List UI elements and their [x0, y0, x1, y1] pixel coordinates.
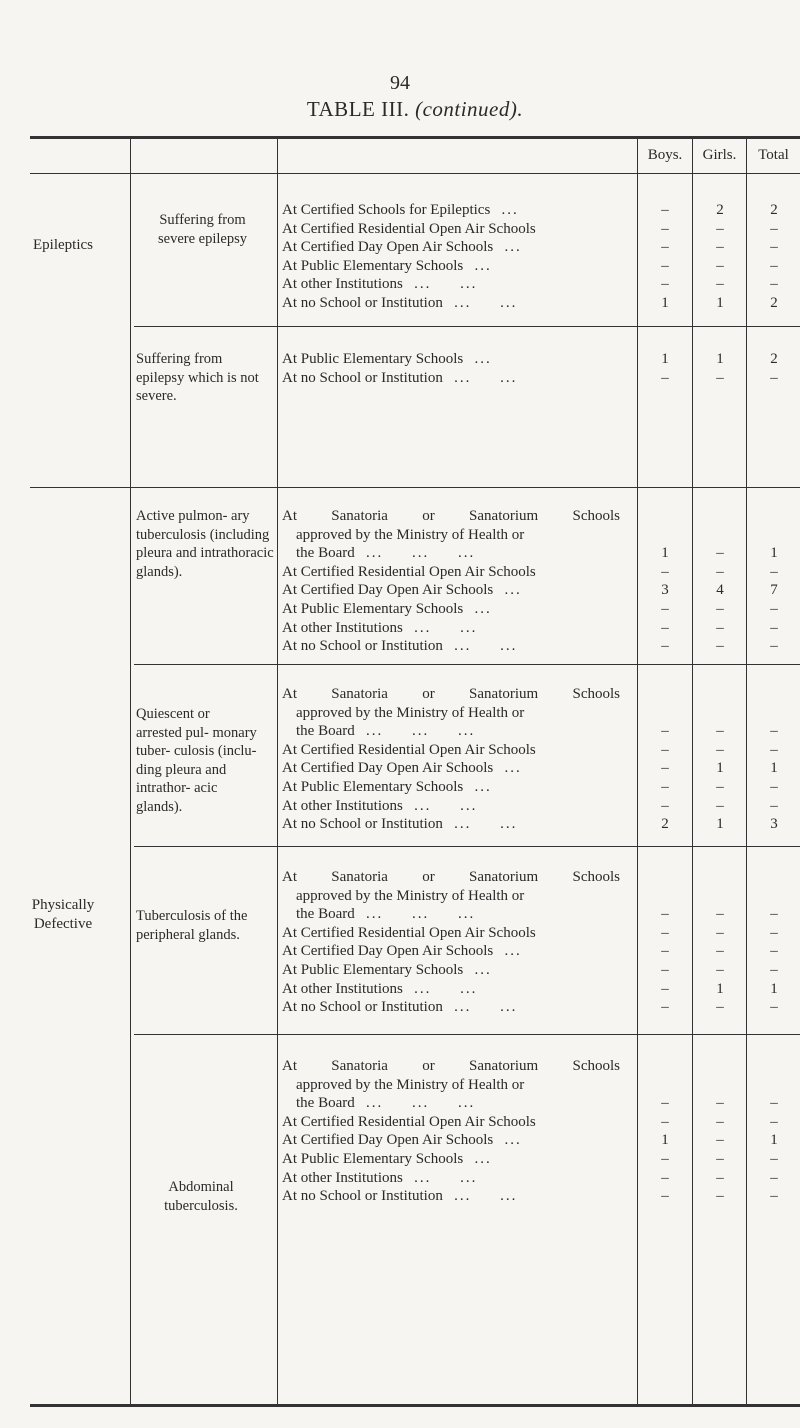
- table-row: [282, 637, 778, 656]
- cell-total: –: [770, 1169, 778, 1186]
- row-label: [282, 637, 620, 656]
- cell-boys: –: [661, 276, 669, 293]
- table-row: [282, 350, 778, 369]
- cell-girls: –: [716, 1169, 724, 1186]
- table-title-main: TABLE III.: [306, 97, 410, 121]
- row-label: [282, 1076, 620, 1095]
- table-row: [282, 741, 778, 760]
- vrule-sub: [130, 137, 131, 1405]
- cell-girls: –: [716, 257, 724, 274]
- cell-girls: –: [716, 723, 724, 740]
- cell-girls: –: [716, 369, 724, 386]
- cell-boys: –: [661, 1169, 669, 1186]
- cell-boys: –: [661, 619, 669, 636]
- row-leader-dots: ... ...: [454, 294, 518, 311]
- table-row: [282, 1076, 642, 1095]
- row-leader-dots: ...: [504, 760, 522, 777]
- cell-girls: –: [716, 797, 724, 814]
- cell-boys: –: [661, 563, 669, 580]
- table-row: [282, 294, 778, 313]
- cell-boys: –: [661, 741, 669, 758]
- vrule-desc: [277, 137, 278, 1405]
- cell-boys: 3: [661, 582, 669, 599]
- row-label: [282, 201, 620, 220]
- cell-girls: –: [716, 1188, 724, 1205]
- group-2-rows: [282, 507, 778, 656]
- row-leader-dots: ... ... ...: [365, 1095, 476, 1112]
- cell-girls: –: [716, 924, 724, 941]
- page-number: 94: [390, 72, 410, 94]
- row-leader-dots: ... ...: [414, 980, 478, 997]
- row-label: [282, 600, 620, 619]
- table-row: [282, 868, 642, 887]
- cell-total: 3: [770, 816, 778, 833]
- cell-girls: 1: [716, 351, 724, 367]
- row-leader-dots: ... ...: [414, 1169, 478, 1186]
- cell-total: –: [770, 723, 778, 740]
- table-row: [282, 961, 778, 980]
- group3-rule: [134, 664, 800, 665]
- table-row: [282, 201, 778, 220]
- group-0-rows: [282, 201, 778, 313]
- cell-boys: 1: [661, 294, 669, 311]
- group4-rule: [134, 846, 800, 847]
- row-label-text: At Certified Day Open Air Schools: [282, 582, 494, 599]
- bottom-rule: [30, 1404, 800, 1407]
- row-label: [282, 563, 620, 582]
- sub-epilepsy-not-severe: Suffering from epilepsy which is not severe.: [136, 351, 259, 405]
- row-label-text: approved by the Ministry of Health or: [296, 887, 525, 904]
- row-leader-dots: ... ...: [454, 1188, 518, 1205]
- table-row: [282, 257, 778, 276]
- cell-boys: –: [661, 760, 669, 777]
- row-label: [282, 778, 620, 797]
- sub-abdominal-tuberculosis: Abdominal tuberculosis.: [164, 1179, 238, 1214]
- row-label: [282, 759, 620, 778]
- row-label-text: At Sanatoria or Sanatorium Schools: [282, 686, 620, 702]
- cell-girls: –: [716, 1150, 724, 1167]
- header-rule: [30, 173, 800, 174]
- cell-total: –: [770, 906, 778, 923]
- table-row: [282, 924, 778, 943]
- cell-boys: –: [661, 239, 669, 256]
- row-leader-dots: ...: [504, 1132, 522, 1149]
- table-row: [282, 1113, 778, 1132]
- row-label: [282, 526, 620, 545]
- row-label-text: approved by the Ministry of Health or: [296, 704, 525, 721]
- cell-boys: –: [661, 1095, 669, 1112]
- table-row: [282, 905, 778, 924]
- header-total: Total: [758, 147, 789, 163]
- table-row: [282, 1169, 778, 1188]
- cell-boys: 1: [661, 545, 669, 562]
- cell-girls: –: [716, 600, 724, 617]
- row-label: [282, 868, 620, 887]
- row-label-text: At other Institutions: [282, 797, 403, 814]
- table-title-suffix: (continued).: [415, 97, 524, 121]
- cell-boys: –: [661, 1150, 669, 1167]
- row-label-text: At Certified Day Open Air Schools: [282, 1132, 494, 1149]
- cell-total: –: [770, 924, 778, 941]
- cell-boys: –: [661, 202, 669, 218]
- table-row: [282, 722, 778, 741]
- cell-boys: –: [661, 369, 669, 386]
- cell-boys: –: [661, 906, 669, 923]
- table-row: [282, 1187, 778, 1206]
- cell-total: 1: [770, 980, 778, 997]
- cell-girls: 4: [716, 582, 724, 599]
- row-label-text: At no School or Institution: [282, 1188, 443, 1205]
- row-label-text: At Certified Day Open Air Schools: [282, 760, 494, 777]
- row-label-text: At Certified Day Open Air Schools: [282, 239, 494, 256]
- table-row: [282, 1150, 778, 1169]
- row-label: [282, 294, 620, 313]
- epileptics-bottom-rule: [30, 487, 800, 488]
- row-label-text: At Sanatoria or Sanatorium Schools: [282, 1058, 620, 1074]
- cell-total: –: [770, 600, 778, 617]
- group5-rule: [134, 1034, 800, 1035]
- cell-total: –: [770, 1113, 778, 1130]
- row-label-text: At Public Elementary Schools: [282, 1150, 464, 1167]
- sub-peripheral-glands: Tuberculosis of the peripheral glands.: [136, 908, 248, 943]
- table-row: [282, 1094, 778, 1113]
- row-label: [282, 544, 620, 563]
- cell-total: –: [770, 369, 778, 386]
- row-label: [282, 998, 620, 1017]
- cell-boys: –: [661, 924, 669, 941]
- table-row: [282, 685, 642, 704]
- cell-girls: –: [716, 1095, 724, 1112]
- row-leader-dots: ... ...: [454, 369, 518, 386]
- row-label-text: At other Institutions: [282, 980, 403, 997]
- table-row: [282, 220, 778, 239]
- row-label-text: At Certified Residential Open Air Schools: [282, 220, 536, 237]
- cell-total: 1: [770, 1132, 778, 1149]
- cell-girls: –: [716, 943, 724, 960]
- table-row: [282, 600, 778, 619]
- row-leader-dots: ... ...: [454, 638, 518, 655]
- table-row: [282, 998, 778, 1017]
- cell-boys: –: [661, 961, 669, 978]
- cell-total: 2: [770, 351, 778, 367]
- row-label-text: the Board: [296, 1095, 355, 1112]
- cell-girls: 1: [716, 980, 724, 997]
- cell-total: –: [770, 619, 778, 636]
- row-label-text: At Certified Residential Open Air Schools: [282, 924, 536, 941]
- cell-girls: –: [716, 545, 724, 562]
- row-label: [282, 275, 620, 294]
- cell-total: –: [770, 257, 778, 274]
- row-label: [282, 257, 620, 276]
- table-row: [282, 619, 778, 638]
- row-leader-dots: ...: [504, 943, 522, 960]
- table-row: [282, 815, 778, 834]
- cell-total: –: [770, 563, 778, 580]
- group-1-rows: [282, 350, 778, 387]
- cell-girls: –: [716, 563, 724, 580]
- cell-boys: –: [661, 778, 669, 795]
- cell-girls: –: [716, 220, 724, 237]
- cell-girls: –: [716, 239, 724, 256]
- table-row: [282, 369, 778, 388]
- table-row: [282, 942, 778, 961]
- cell-total: 1: [770, 545, 778, 562]
- row-label-text: At Certified Schools for Epileptics: [282, 202, 491, 218]
- table-row: [282, 275, 778, 294]
- row-leader-dots: ...: [474, 600, 492, 617]
- cell-boys: –: [661, 600, 669, 617]
- row-leader-dots: ...: [474, 961, 492, 978]
- cell-boys: –: [661, 257, 669, 274]
- header-girls: Girls.: [702, 147, 737, 163]
- row-label: [282, 1150, 620, 1169]
- top-rule: [30, 136, 800, 139]
- row-label: [282, 350, 620, 369]
- row-leader-dots: ... ...: [414, 619, 478, 636]
- cell-total: 2: [770, 202, 778, 218]
- cell-total: –: [770, 638, 778, 655]
- cell-girls: –: [716, 1132, 724, 1149]
- row-leader-dots: ...: [504, 239, 522, 256]
- group-4-rows: [282, 868, 778, 1017]
- row-label: [282, 887, 620, 906]
- row-label: [282, 961, 620, 980]
- row-label-text: At no School or Institution: [282, 294, 443, 311]
- cell-total: –: [770, 1188, 778, 1205]
- cell-boys: –: [661, 220, 669, 237]
- row-leader-dots: ... ...: [454, 816, 518, 833]
- row-label-text: the Board: [296, 906, 355, 923]
- row-label: [282, 815, 620, 834]
- cell-boys: –: [661, 1188, 669, 1205]
- table-row: [282, 1131, 778, 1150]
- cell-boys: 1: [661, 1132, 669, 1149]
- table-row: [282, 526, 642, 545]
- row-label: [282, 741, 620, 760]
- row-leader-dots: ... ...: [454, 999, 518, 1016]
- row-label-text: At Public Elementary Schools: [282, 778, 464, 795]
- group-3-rows: [282, 685, 778, 834]
- cell-total: –: [770, 797, 778, 814]
- table-row: [282, 238, 778, 257]
- cell-boys: –: [661, 1113, 669, 1130]
- row-label: [282, 942, 620, 961]
- row-leader-dots: ...: [504, 582, 522, 599]
- table-row: [282, 563, 778, 582]
- cell-total: –: [770, 276, 778, 293]
- group1-rule: [134, 326, 800, 327]
- row-label: [282, 220, 620, 239]
- cell-girls: 1: [716, 816, 724, 833]
- row-label: [282, 1169, 620, 1188]
- table-row: [282, 980, 778, 999]
- row-label: [282, 238, 620, 257]
- cell-total: –: [770, 999, 778, 1016]
- row-label-text: At Public Elementary Schools: [282, 961, 464, 978]
- cell-total: –: [770, 741, 778, 758]
- cell-girls: –: [716, 906, 724, 923]
- sub-severe-epilepsy: Suffering from severe epilepsy: [158, 212, 247, 247]
- row-label-text: At Sanatoria or Sanatorium Schools: [282, 869, 620, 885]
- cell-total: –: [770, 220, 778, 237]
- row-label-text: At Certified Residential Open Air Schools: [282, 741, 536, 758]
- cell-total: 1: [770, 760, 778, 777]
- cell-total: –: [770, 1095, 778, 1112]
- table-row: [282, 887, 642, 906]
- cell-girls: –: [716, 741, 724, 758]
- table-row: [282, 704, 642, 723]
- category-epileptics: Epileptics: [33, 237, 93, 253]
- cell-boys: –: [661, 723, 669, 740]
- row-label-text: At no School or Institution: [282, 999, 443, 1016]
- row-label-text: At Sanatoria or Sanatorium Schools: [282, 508, 620, 524]
- row-leader-dots: ... ... ...: [365, 545, 476, 562]
- cell-girls: –: [716, 619, 724, 636]
- row-label-text: At no School or Institution: [282, 816, 443, 833]
- group-5-rows: [282, 1057, 778, 1206]
- cell-total: –: [770, 1150, 778, 1167]
- table-row: [282, 507, 642, 526]
- row-label: [282, 1131, 620, 1150]
- cell-girls: –: [716, 276, 724, 293]
- row-label: [282, 685, 620, 704]
- row-label-text: At other Institutions: [282, 1169, 403, 1186]
- row-leader-dots: ... ... ...: [365, 906, 476, 923]
- row-label: [282, 581, 620, 600]
- row-label: [282, 722, 620, 741]
- row-leader-dots: ...: [501, 202, 519, 218]
- row-label: [282, 1187, 620, 1206]
- sub-quiescent-tuberculosis: Quiescent or arrested pul- monary tuber- culosis (inclu- ding pleura and intrathor- acic glands).: [136, 706, 257, 815]
- row-leader-dots: ... ...: [414, 797, 478, 814]
- row-leader-dots: ...: [474, 257, 492, 274]
- row-label: [282, 1094, 620, 1113]
- table-row: [282, 759, 778, 778]
- header-boys: Boys.: [647, 147, 683, 163]
- row-label-text: At Certified Residential Open Air Schools: [282, 1113, 536, 1130]
- row-label-text: approved by the Ministry of Health or: [296, 526, 525, 543]
- row-label-text: At other Institutions: [282, 276, 403, 293]
- row-label-text: At Certified Residential Open Air Schools: [282, 563, 536, 580]
- row-leader-dots: ... ... ...: [365, 723, 476, 740]
- cell-boys: –: [661, 943, 669, 960]
- cell-total: –: [770, 961, 778, 978]
- cell-girls: 2: [716, 202, 724, 218]
- row-label-text: At Public Elementary Schools: [282, 600, 464, 617]
- category-physically-defective: Physically Defective: [31, 897, 95, 932]
- row-label-text: At Certified Day Open Air Schools: [282, 943, 494, 960]
- cell-girls: –: [716, 638, 724, 655]
- cell-boys: –: [661, 999, 669, 1016]
- cell-girls: 1: [716, 294, 724, 311]
- cell-boys: –: [661, 797, 669, 814]
- row-label: [282, 704, 620, 723]
- row-label: [282, 797, 620, 816]
- row-label-text: At Public Elementary Schools: [282, 351, 464, 367]
- row-leader-dots: ...: [474, 1150, 492, 1167]
- row-label-text: the Board: [296, 723, 355, 740]
- cell-girls: –: [716, 999, 724, 1016]
- table-row: [282, 544, 778, 563]
- row-label-text: At no School or Institution: [282, 369, 443, 386]
- table-row: [282, 1057, 642, 1076]
- table-row: [282, 797, 778, 816]
- row-label: [282, 507, 620, 526]
- row-label: [282, 1057, 620, 1076]
- cell-total: 7: [770, 582, 778, 599]
- row-leader-dots: ...: [474, 778, 492, 795]
- cell-girls: 1: [716, 760, 724, 777]
- cell-boys: –: [661, 980, 669, 997]
- row-leader-dots: ...: [474, 351, 492, 367]
- cell-total: –: [770, 778, 778, 795]
- row-label-text: At Public Elementary Schools: [282, 257, 464, 274]
- row-label: [282, 924, 620, 943]
- sub-active-tuberculosis: Active pulmon- ary tuberculosis (including pleura and intrathoracic glands).: [136, 508, 274, 580]
- cell-boys: 1: [661, 351, 669, 367]
- row-label-text: At no School or Institution: [282, 638, 443, 655]
- cell-boys: –: [661, 638, 669, 655]
- table-title: [0, 97, 800, 122]
- row-label: [282, 905, 620, 924]
- row-label: [282, 369, 620, 388]
- cell-total: –: [770, 239, 778, 256]
- cell-girls: –: [716, 1113, 724, 1130]
- cell-boys: 2: [661, 816, 669, 833]
- cell-total: 2: [770, 294, 778, 311]
- row-label-text: At other Institutions: [282, 619, 403, 636]
- row-label-text: approved by the Ministry of Health or: [296, 1076, 525, 1093]
- row-label-text: the Board: [296, 545, 355, 562]
- cell-girls: –: [716, 961, 724, 978]
- row-label: [282, 1113, 620, 1132]
- table-row: [282, 778, 778, 797]
- row-label: [282, 619, 620, 638]
- cell-girls: –: [716, 778, 724, 795]
- table-row: [282, 581, 778, 600]
- row-leader-dots: ... ...: [414, 276, 478, 293]
- row-label: [282, 980, 620, 999]
- cell-total: –: [770, 943, 778, 960]
